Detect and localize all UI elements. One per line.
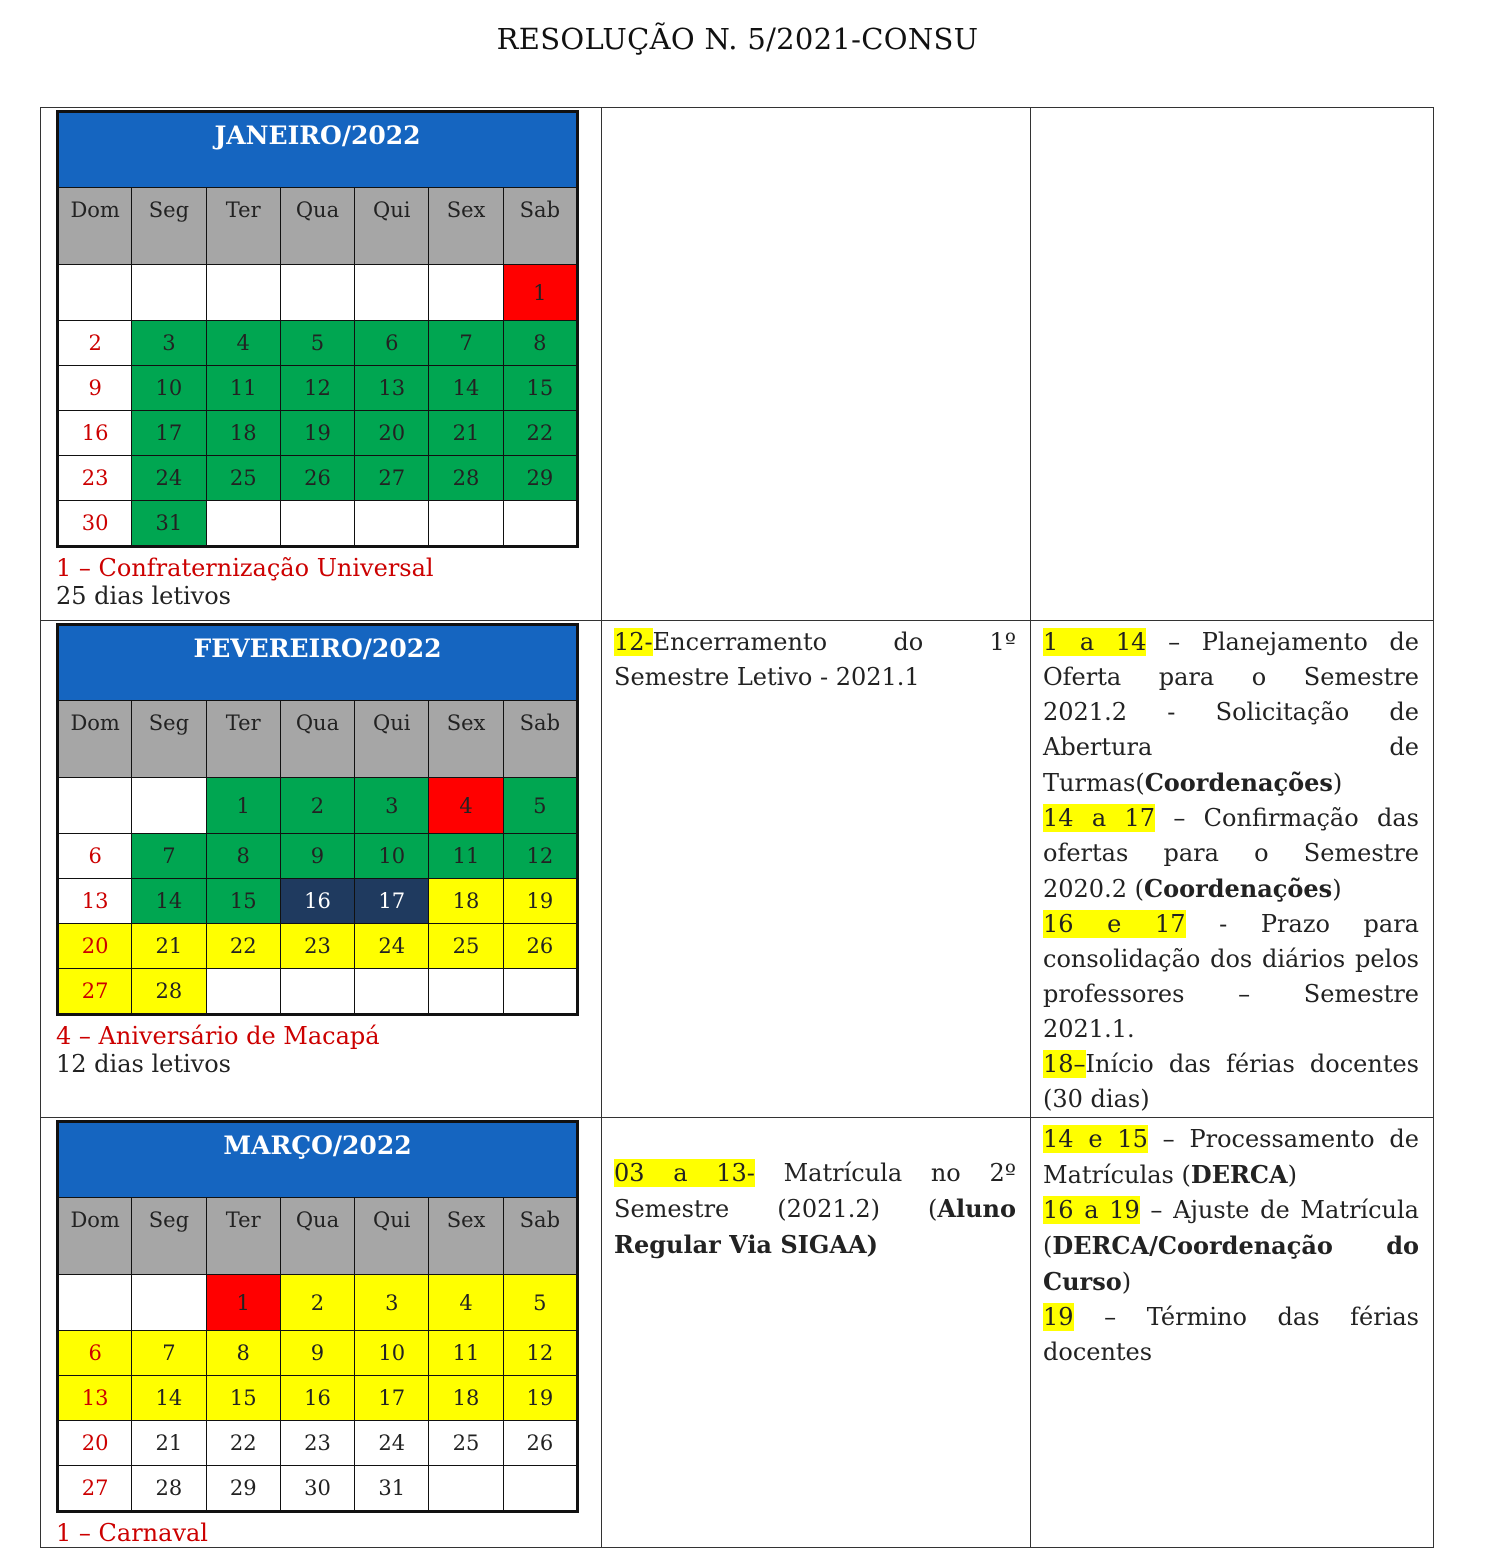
event-highlight: Aluno Regular Via SIGAA): [614, 1194, 1016, 1259]
calendar-day: 8: [206, 834, 280, 879]
calendar-day: 25: [429, 924, 503, 969]
calendar-day: 30: [58, 501, 132, 547]
weekday-header: Ter: [206, 701, 280, 778]
calendar-day: 28: [132, 969, 206, 1015]
events-list: [1031, 621, 1433, 1117]
calendar-day: 4: [429, 1275, 503, 1331]
calendar-day: 21: [132, 1421, 206, 1466]
calendar-day: [280, 501, 354, 547]
calendar-day: 2: [280, 778, 354, 834]
event-text: – Término das férias docentes: [1043, 1303, 1419, 1366]
calendar-day: 8: [503, 321, 577, 366]
calendar-day: [132, 265, 206, 321]
weekday-header: Ter: [206, 1198, 280, 1275]
week-row: [58, 1466, 578, 1512]
calendar-day: 5: [503, 1275, 577, 1331]
event-highlight: Coordenações: [1144, 768, 1333, 797]
events-cell: [1031, 1118, 1434, 1548]
events-cell: [602, 1118, 1031, 1548]
calendar-cell: [41, 621, 602, 1118]
calendar-day: 5: [503, 778, 577, 834]
calendar-day: 19: [280, 411, 354, 456]
weekday-header: Qua: [280, 188, 354, 265]
week-row: [58, 1331, 578, 1376]
calendar-day: 30: [280, 1466, 354, 1512]
weekday-header: Qui: [355, 701, 429, 778]
weekday-header: Ter: [206, 188, 280, 265]
calendar-day: 14: [429, 366, 503, 411]
event-text: ): [1287, 1161, 1298, 1189]
calendar-day: 25: [206, 456, 280, 501]
weekday-header: Qua: [280, 701, 354, 778]
event-item: [1043, 907, 1419, 1047]
event-highlight: DERCA/Coordenação do Curso: [1043, 1231, 1419, 1296]
weekday-header: Qui: [355, 1198, 429, 1275]
event-text: ): [1332, 769, 1343, 797]
calendar-day: 6: [58, 834, 132, 879]
event-item: [1043, 1122, 1419, 1193]
calendar-day: 6: [58, 1331, 132, 1376]
calendar-day: [355, 501, 429, 547]
week-row: [58, 778, 578, 834]
week-row: [58, 321, 578, 366]
calendar-day: 12: [280, 366, 354, 411]
calendar-day: 7: [132, 834, 206, 879]
events-cell: [602, 108, 1031, 621]
calendar-day: 27: [58, 969, 132, 1015]
calendar-day: 9: [280, 834, 354, 879]
weekday-header: Seg: [132, 701, 206, 778]
calendar-day: 2: [58, 321, 132, 366]
calendar-day: 7: [429, 321, 503, 366]
weekday-header: Sab: [503, 188, 577, 265]
calendar-day: [355, 265, 429, 321]
holiday-note: 4 – Aniversário de Macapá: [56, 1022, 380, 1050]
weekday-header: Seg: [132, 188, 206, 265]
events-list: [602, 621, 1030, 695]
calendar-day: [206, 969, 280, 1015]
event-text: ): [1332, 875, 1342, 903]
calendar-day: 21: [132, 924, 206, 969]
event-date: 19: [1043, 1303, 1074, 1331]
month-calendar: [56, 1120, 579, 1513]
calendar-day: 2: [280, 1275, 354, 1331]
calendar-day: [206, 265, 280, 321]
calendar-table: [40, 107, 1434, 1548]
calendar-day: 10: [355, 1331, 429, 1376]
school-days-count: 25 dias letivos: [56, 582, 231, 610]
calendar-day: 13: [58, 1376, 132, 1421]
calendar-day: 7: [132, 1331, 206, 1376]
calendar-day: [132, 1275, 206, 1331]
event-text: Matrícula no 2º Semestre (2021.2) (: [614, 1159, 1016, 1223]
calendar-day: 17: [355, 1376, 429, 1421]
calendar-day: 4: [429, 778, 503, 834]
calendar-day: 3: [355, 1275, 429, 1331]
calendar-day: 17: [132, 411, 206, 456]
calendar-day: 20: [355, 411, 429, 456]
weekday-header: Sex: [429, 188, 503, 265]
calendar-day: 24: [132, 456, 206, 501]
calendar-day: 11: [429, 1331, 503, 1376]
calendar-day: 6: [355, 321, 429, 366]
calendar-day: [58, 1275, 132, 1331]
weekday-header: Qui: [355, 188, 429, 265]
weekday-header: Dom: [58, 1198, 132, 1275]
week-row: [58, 834, 578, 879]
event-date: 16 a 19: [1043, 1196, 1140, 1224]
calendar-day: 24: [355, 924, 429, 969]
events-list: [1031, 1118, 1433, 1370]
calendar-day: 13: [355, 366, 429, 411]
calendar-day: 26: [503, 924, 577, 969]
week-row: [58, 366, 578, 411]
calendar-day: 1: [503, 265, 577, 321]
week-row: [58, 969, 578, 1015]
calendar-day: 12: [503, 834, 577, 879]
school-days-count: 12 dias letivos: [56, 1050, 231, 1078]
weekday-header: Sab: [503, 1198, 577, 1275]
calendar-day: 11: [206, 366, 280, 411]
event-item: [1043, 1300, 1419, 1370]
document-title: RESOLUÇÃO N. 5/2021-CONSU: [496, 22, 979, 56]
month-title: FEVEREIRO/2022: [58, 625, 578, 701]
event-text: ): [1121, 1268, 1132, 1296]
calendar-day: 9: [280, 1331, 354, 1376]
calendar-day: 9: [58, 366, 132, 411]
calendar-day: 18: [429, 879, 503, 924]
calendar-day: 23: [280, 1421, 354, 1466]
weekday-header: Sex: [429, 1198, 503, 1275]
calendar-day: [503, 1466, 577, 1512]
event-text: - Prazo para consolidação dos diários pelos professores – Semestre 2021.1.: [1043, 910, 1419, 1043]
calendar-day: 19: [503, 879, 577, 924]
event-date: 16 e 17: [1043, 910, 1186, 938]
event-highlight: DERCA: [1190, 1160, 1288, 1189]
calendar-day: 22: [503, 411, 577, 456]
calendar-day: [429, 501, 503, 547]
calendar-day: 23: [280, 924, 354, 969]
weekday-header: Sab: [503, 701, 577, 778]
event-item: [1043, 1193, 1419, 1300]
calendar-day: 27: [58, 1466, 132, 1512]
event-highlight: Coordenações: [1143, 874, 1333, 903]
calendar-day: [355, 969, 429, 1015]
calendar-day: 5: [280, 321, 354, 366]
holiday-note: 1 – Confraternização Universal: [56, 554, 434, 582]
events-cell: [1031, 621, 1434, 1118]
calendar-day: 10: [355, 834, 429, 879]
calendar-day: 3: [132, 321, 206, 366]
calendar-day: 31: [132, 501, 206, 547]
calendar-day: 10: [132, 366, 206, 411]
calendar-day: 16: [280, 879, 354, 924]
week-row: [58, 1275, 578, 1331]
event-text: – Confirmação das ofertas para o Semestre 2020.2 (: [1043, 804, 1419, 903]
calendar-day: 15: [503, 366, 577, 411]
event-date: 12-: [614, 628, 653, 656]
calendar-day: 13: [58, 879, 132, 924]
month-row-february: [41, 621, 1434, 1118]
event-item: [1043, 801, 1419, 907]
calendar-day: 29: [206, 1466, 280, 1512]
event-text: Início das férias docentes (30 dias): [1043, 1050, 1419, 1113]
calendar-day: [503, 501, 577, 547]
calendar-day: 26: [280, 456, 354, 501]
calendar-day: 20: [58, 1421, 132, 1466]
calendar-day: 16: [280, 1376, 354, 1421]
holiday-note: 1 – Carnaval: [56, 1519, 208, 1547]
week-row: [58, 924, 578, 969]
event-text: – Ajuste de Matrícula (: [1043, 1196, 1419, 1260]
calendar-cell: [41, 1118, 602, 1548]
event-item: [1043, 1047, 1419, 1117]
calendar-day: 23: [58, 456, 132, 501]
weekday-header: Seg: [132, 1198, 206, 1275]
calendar-day: [280, 969, 354, 1015]
calendar-day: 27: [355, 456, 429, 501]
calendar-day: [206, 501, 280, 547]
calendar-day: 4: [206, 321, 280, 366]
calendar-day: 14: [132, 1376, 206, 1421]
month-calendar: [56, 623, 579, 1016]
weekday-header: Dom: [58, 188, 132, 265]
calendar-day: 1: [206, 1275, 280, 1331]
weekday-header: Qua: [280, 1198, 354, 1275]
calendar-day: [58, 778, 132, 834]
event-date: 1 a 14: [1043, 628, 1147, 656]
calendar-day: 15: [206, 879, 280, 924]
calendar-day: 16: [58, 411, 132, 456]
calendar-day: [132, 778, 206, 834]
month-calendar: [56, 110, 579, 548]
month-row-march: [41, 1118, 1434, 1548]
weekday-header: Dom: [58, 701, 132, 778]
event-item: [614, 1156, 1016, 1263]
event-date: 03 a 13-: [614, 1159, 755, 1187]
week-row: [58, 879, 578, 924]
calendar-day: [429, 265, 503, 321]
calendar-day: 20: [58, 924, 132, 969]
events-cell: [1031, 108, 1434, 621]
event-text: – Processamento de Matrículas (: [1043, 1125, 1419, 1189]
calendar-day: 28: [132, 1466, 206, 1512]
calendar-day: 28: [429, 456, 503, 501]
event-date: 14 a 17: [1043, 804, 1156, 832]
event-date: 18–: [1043, 1050, 1086, 1078]
events-cell: [602, 621, 1031, 1118]
calendar-day: [280, 265, 354, 321]
calendar-day: 22: [206, 1421, 280, 1466]
event-item: [1043, 625, 1419, 801]
calendar-day: 12: [503, 1331, 577, 1376]
weekday-header: Sex: [429, 701, 503, 778]
calendar-day: [58, 265, 132, 321]
calendar-day: 22: [206, 924, 280, 969]
calendar-day: 18: [429, 1376, 503, 1421]
week-row: [58, 456, 578, 501]
event-date: 14 e 15: [1043, 1125, 1148, 1153]
calendar-day: 1: [206, 778, 280, 834]
calendar-day: [503, 969, 577, 1015]
events-list: [602, 1118, 1030, 1263]
event-text: – Planejamento de Oferta para o Semestre 2021.2 - Solicitação de Abertura de Turmas(: [1043, 628, 1419, 797]
calendar-day: 3: [355, 778, 429, 834]
event-item: [614, 625, 1016, 695]
calendar-day: 19: [503, 1376, 577, 1421]
calendar-cell: [41, 108, 602, 621]
month-title: JANEIRO/2022: [58, 112, 578, 188]
calendar-day: 11: [429, 834, 503, 879]
calendar-day: 29: [503, 456, 577, 501]
calendar-day: 25: [429, 1421, 503, 1466]
week-row: [58, 411, 578, 456]
month-row-january: [41, 108, 1434, 621]
week-row: [58, 265, 578, 321]
calendar-day: [429, 969, 503, 1015]
event-text: Encerramento do 1º Semestre Letivo - 2021.1: [614, 628, 1016, 691]
calendar-day: 31: [355, 1466, 429, 1512]
calendar-day: 21: [429, 411, 503, 456]
calendar-day: 24: [355, 1421, 429, 1466]
calendar-day: [429, 1466, 503, 1512]
week-row: [58, 501, 578, 547]
week-row: [58, 1421, 578, 1466]
month-title: MARÇO/2022: [58, 1122, 578, 1198]
week-row: [58, 1376, 578, 1421]
calendar-day: 8: [206, 1331, 280, 1376]
calendar-day: 17: [355, 879, 429, 924]
calendar-day: 15: [206, 1376, 280, 1421]
calendar-day: 26: [503, 1421, 577, 1466]
calendar-day: 18: [206, 411, 280, 456]
calendar-day: 14: [132, 879, 206, 924]
